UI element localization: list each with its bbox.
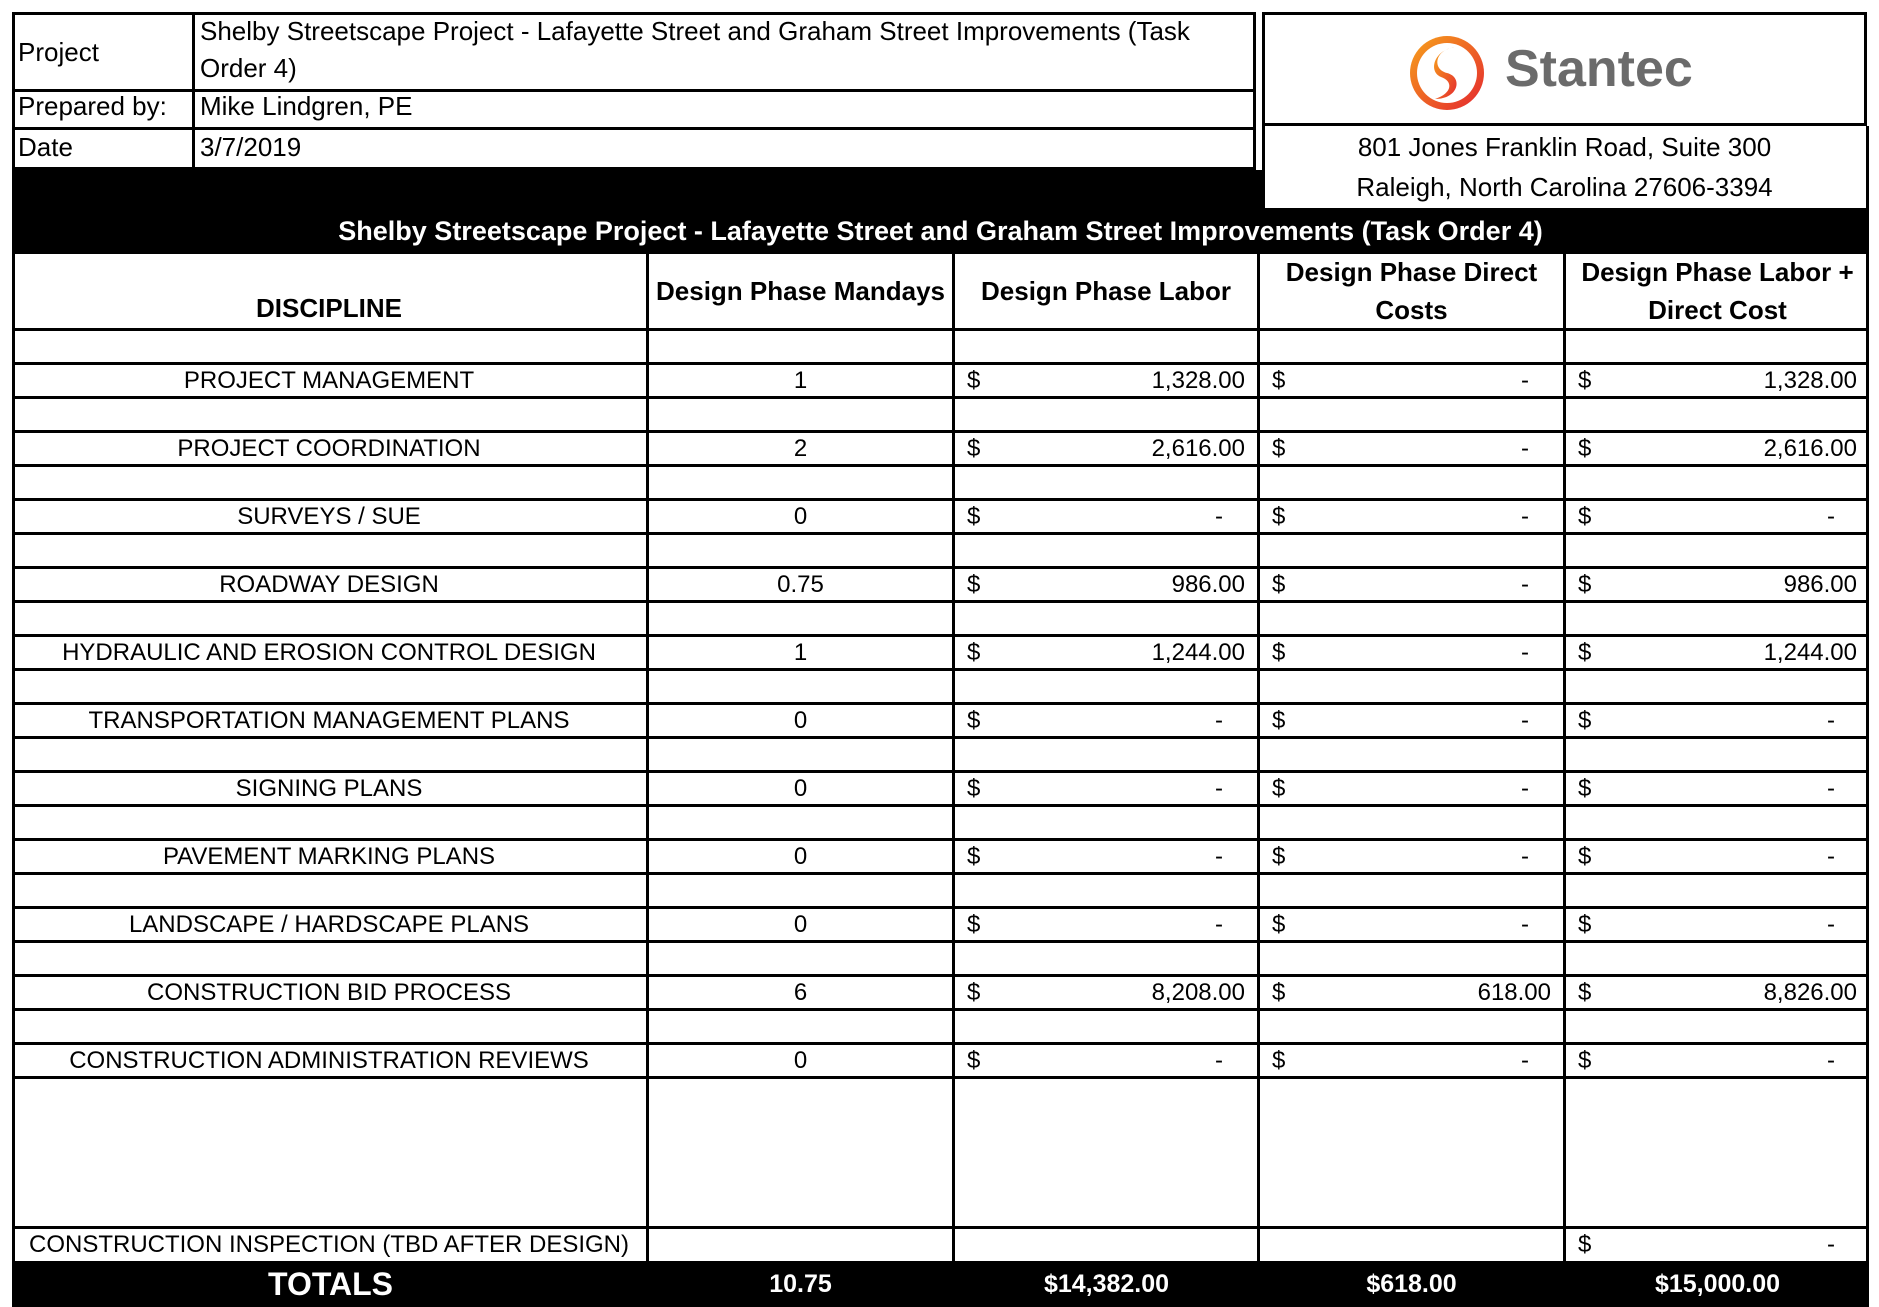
totals-total: $15,000.00: [1654, 1270, 1781, 1298]
currency-symbol: $: [967, 434, 981, 462]
column-divider: [12, 254, 15, 1261]
col-header-direct: [1260, 254, 1563, 328]
cell-direct: [1260, 501, 1563, 532]
mandays-value: 0: [793, 1046, 808, 1074]
cell-mandays: [649, 637, 952, 668]
currency-symbol: $: [1272, 978, 1286, 1006]
currency-symbol: $: [1272, 434, 1286, 462]
amount: -: [1521, 570, 1529, 598]
discipline-name: LANDSCAPE / HARDSCAPE PLANS: [128, 910, 530, 938]
amount: 2,616.00: [1151, 434, 1245, 462]
cell-labor: [955, 433, 1257, 464]
currency-symbol: $: [967, 570, 981, 598]
currency-symbol: $: [1272, 842, 1286, 870]
row-divider: [12, 804, 1869, 807]
cell-labor: [955, 1045, 1257, 1076]
table-row: [12, 501, 1869, 532]
date-row: [12, 130, 1256, 170]
date-label: Date: [18, 132, 73, 162]
amount: -: [1521, 638, 1529, 666]
amount: -: [1521, 842, 1529, 870]
cell-labor: [955, 569, 1257, 600]
table-row: [12, 1045, 1869, 1076]
header-black-fill: [12, 170, 1262, 210]
column-divider: [1866, 254, 1869, 1261]
currency-symbol: $: [1272, 570, 1286, 598]
amount: -: [1215, 706, 1223, 734]
table-row: [12, 569, 1869, 600]
cell-direct: [1260, 569, 1563, 600]
amount: -: [1827, 774, 1835, 802]
cell-mandays: [649, 705, 952, 736]
table-row: [12, 705, 1869, 736]
row-divider: [12, 872, 1869, 875]
cell-discipline: [12, 841, 646, 872]
currency-symbol: $: [1272, 1046, 1286, 1074]
amount: 2,616.00: [1763, 434, 1857, 462]
amount: -: [1215, 1046, 1223, 1074]
header-right-border: [1253, 12, 1256, 170]
amount: -: [1215, 774, 1223, 802]
cell-direct: [1260, 637, 1563, 668]
table-row: [12, 773, 1869, 804]
discipline-name: PAVEMENT MARKING PLANS: [162, 842, 496, 870]
amount: -: [1827, 842, 1835, 870]
amount: -: [1521, 1046, 1529, 1074]
date-value: 3/7/2019: [200, 132, 302, 162]
row-divider: [12, 1076, 1869, 1079]
discipline-name: CONSTRUCTION BID PROCESS: [146, 978, 512, 1006]
amount: -: [1521, 434, 1529, 462]
total-header-line2: Direct Cost: [1648, 295, 1787, 325]
currency-symbol: $: [1272, 366, 1286, 394]
row-divider: [12, 668, 1869, 671]
discipline-name: SURVEYS / SUE: [237, 502, 421, 530]
cell-discipline: [12, 365, 646, 396]
amount: 618.00: [1477, 978, 1551, 1006]
amount: -: [1215, 910, 1223, 938]
currency-symbol: $: [967, 366, 981, 394]
cell-labor: [955, 909, 1257, 940]
discipline-name: PROJECT MANAGEMENT: [183, 366, 475, 394]
cell-direct: [1260, 705, 1563, 736]
amount: -: [1827, 1046, 1835, 1074]
labor-header-text: Design Phase Labor: [981, 276, 1231, 306]
row-divider: [12, 532, 1869, 535]
totals-labor: $14,382.00: [1043, 1270, 1170, 1298]
project-label: Project: [18, 37, 99, 67]
amount: -: [1521, 706, 1529, 734]
row-divider: [12, 600, 1869, 603]
address-right-border: [1866, 126, 1869, 210]
amount: -: [1827, 502, 1835, 530]
currency-symbol: $: [1272, 706, 1286, 734]
discipline-name: PROJECT COORDINATION: [177, 434, 481, 462]
currency-symbol: $: [1578, 842, 1592, 870]
cell-discipline: [12, 569, 646, 600]
amount: -: [1215, 842, 1223, 870]
cell-total: [1566, 1045, 1869, 1076]
table-row: [12, 977, 1869, 1008]
row-divider: [12, 396, 1869, 399]
currency-symbol: $: [967, 706, 981, 734]
column-divider: [1563, 254, 1566, 1261]
table-row: [12, 637, 1869, 668]
cell-total: [1566, 569, 1869, 600]
cell-mandays: [649, 773, 952, 804]
currency-symbol: $: [967, 502, 981, 530]
totals-row: [12, 1261, 1869, 1307]
col-header-discipline: [12, 254, 646, 328]
mandays-value: 0.75: [777, 570, 824, 598]
mandays-value: 2: [793, 434, 808, 462]
cell-labor: [955, 841, 1257, 872]
cell-labor: [955, 501, 1257, 532]
logo-text: Stantec: [1505, 40, 1693, 98]
discipline-name: TRANSPORTATION MANAGEMENT PLANS: [88, 706, 570, 734]
currency-symbol: $: [1578, 910, 1592, 938]
currency-symbol: $: [1578, 1046, 1592, 1074]
cell-direct: [1260, 909, 1563, 940]
amount: 8,826.00: [1763, 978, 1857, 1006]
currency-symbol: $: [1578, 1231, 1592, 1258]
cell-total: [1566, 841, 1869, 872]
cell-total: [1566, 705, 1869, 736]
row-divider: [12, 328, 1869, 331]
header-left-border: [12, 12, 15, 170]
cell-mandays: [649, 909, 952, 940]
cell-labor: [955, 977, 1257, 1008]
row-divider: [12, 736, 1869, 739]
project-value-line2: Order 4): [200, 53, 297, 83]
cell-discipline: [12, 501, 646, 532]
cell-labor: [955, 773, 1257, 804]
col-header-total: [1566, 254, 1869, 328]
amount: -: [1827, 910, 1835, 938]
prepared-row: [12, 89, 1256, 130]
currency-symbol: $: [1578, 774, 1592, 802]
discipline-name: HYDRAULIC AND EROSION CONTROL DESIGN: [62, 638, 596, 666]
cell-direct: [1260, 773, 1563, 804]
currency-symbol: $: [967, 774, 981, 802]
cell-total: [1566, 365, 1869, 396]
cell-direct: [1260, 1045, 1563, 1076]
currency-symbol: $: [967, 638, 981, 666]
mandays-value: 0: [793, 706, 808, 734]
totals-label: TOTALS: [267, 1266, 394, 1302]
column-divider: [952, 254, 955, 1261]
table-row: [12, 909, 1869, 940]
totals-direct: $618.00: [1366, 1270, 1457, 1298]
currency-symbol: $: [1578, 638, 1592, 666]
mandays-value: 1: [793, 366, 808, 394]
address-line2: Raleigh, North Carolina 27606-3394: [1356, 172, 1773, 202]
amount: 986.00: [1783, 570, 1857, 598]
column-divider: [646, 254, 649, 1261]
amount: -: [1521, 910, 1529, 938]
table-row: [12, 365, 1869, 396]
direct-header-line1: Design Phase Direct: [1285, 257, 1538, 287]
company-logo: [1262, 12, 1867, 126]
amount: -: [1827, 706, 1835, 734]
cell-mandays: [649, 365, 952, 396]
cell-direct: [1260, 977, 1563, 1008]
row-divider: [12, 464, 1869, 467]
row-divider: [12, 1008, 1869, 1011]
cell-labor: [955, 365, 1257, 396]
cell-labor: [955, 637, 1257, 668]
cell-total: [1566, 433, 1869, 464]
discipline-header-text: DISCIPLINE: [256, 293, 402, 323]
cell-total: [1566, 773, 1869, 804]
cell-discipline: [12, 433, 646, 464]
address-line1: 801 Jones Franklin Road, Suite 300: [1357, 132, 1772, 162]
currency-symbol: $: [1272, 638, 1286, 666]
currency-symbol: $: [1272, 502, 1286, 530]
amount: 986.00: [1171, 570, 1245, 598]
amount: 1,244.00: [1763, 638, 1857, 666]
cell-direct: [1260, 365, 1563, 396]
discipline-name: ROADWAY DESIGN: [219, 570, 439, 598]
table-row: [12, 1229, 1869, 1261]
amount: 1,328.00: [1763, 366, 1857, 394]
row-divider: [12, 940, 1869, 943]
direct-header-line2: Costs: [1375, 295, 1448, 325]
total-header-line1: Design Phase Labor +: [1581, 257, 1854, 287]
currency-symbol: $: [967, 842, 981, 870]
currency-symbol: $: [967, 910, 981, 938]
cell-discipline: [12, 977, 646, 1008]
cell-mandays: [649, 501, 952, 532]
amount: -: [1215, 502, 1223, 530]
project-value-line1: Shelby Streetscape Project - Lafayette Street and Graham Street Improvements (Task: [200, 16, 1190, 46]
table-title: Shelby Streetscape Project - Lafayette Street and Graham Street Improvements (Task Order 4): [12, 208, 1869, 254]
mandays-value: 6: [793, 978, 808, 1006]
currency-symbol: $: [1578, 434, 1592, 462]
amount: -: [1521, 774, 1529, 802]
amount: -: [1521, 366, 1529, 394]
currency-symbol: $: [1272, 774, 1286, 802]
table-row: [12, 433, 1869, 464]
currency-symbol: $: [1272, 910, 1286, 938]
mandays-value: 0: [793, 774, 808, 802]
discipline-name: CONSTRUCTION ADMINISTRATION REVIEWS: [69, 1046, 589, 1074]
cell-direct: [1260, 841, 1563, 872]
cell-mandays: [649, 569, 952, 600]
col-header-labor: [955, 254, 1257, 328]
amount: 8,208.00: [1151, 978, 1245, 1006]
currency-symbol: $: [967, 978, 981, 1006]
cell-total: [1566, 501, 1869, 532]
cell-discipline: [12, 705, 646, 736]
mandays-value: 0: [793, 842, 808, 870]
discipline-name: SIGNING PLANS: [235, 774, 423, 802]
mandays-value: 0: [793, 502, 808, 530]
cell-direct: [1260, 433, 1563, 464]
currency-symbol: $: [1578, 570, 1592, 598]
cell-total: [1566, 637, 1869, 668]
mandays-header-text: Design Phase Mandays: [656, 276, 945, 306]
mandays-value: 1: [793, 638, 808, 666]
currency-symbol: $: [1578, 366, 1592, 394]
stantec-swirl-icon: [1407, 33, 1487, 113]
currency-symbol: $: [1578, 502, 1592, 530]
cell-mandays: [649, 977, 952, 1008]
col-header-mandays: [649, 254, 952, 328]
prepared-value: Mike Lindgren, PE: [200, 91, 413, 121]
header-divider: [192, 12, 195, 170]
cell-total: [1566, 1229, 1869, 1261]
cell-discipline: CONSTRUCTION INSPECTION (TBD AFTER DESIGN): [28, 1231, 630, 1258]
currency-symbol: $: [1578, 706, 1592, 734]
cell-total: [1566, 977, 1869, 1008]
table-row: [12, 841, 1869, 872]
amount: 1,328.00: [1151, 366, 1245, 394]
amount: -: [1827, 1231, 1835, 1258]
currency-symbol: $: [1578, 978, 1592, 1006]
cell-discipline: [12, 773, 646, 804]
cell-mandays: [649, 433, 952, 464]
totals-mandays: 10.75: [769, 1270, 832, 1298]
cell-total: [1566, 909, 1869, 940]
cell-discipline: [12, 1045, 646, 1076]
amount: -: [1521, 502, 1529, 530]
address-left-border: [1262, 126, 1265, 210]
cell-mandays: [649, 1045, 952, 1076]
project-row: [12, 12, 1256, 92]
cell-mandays: [649, 841, 952, 872]
cell-labor: [955, 705, 1257, 736]
currency-symbol: $: [967, 1046, 981, 1074]
prepared-label: Prepared by:: [18, 91, 167, 121]
amount: 1,244.00: [1151, 638, 1245, 666]
cell-discipline: [12, 637, 646, 668]
column-divider: [1257, 254, 1260, 1261]
cell-discipline: [12, 909, 646, 940]
mandays-value: 0: [793, 910, 808, 938]
